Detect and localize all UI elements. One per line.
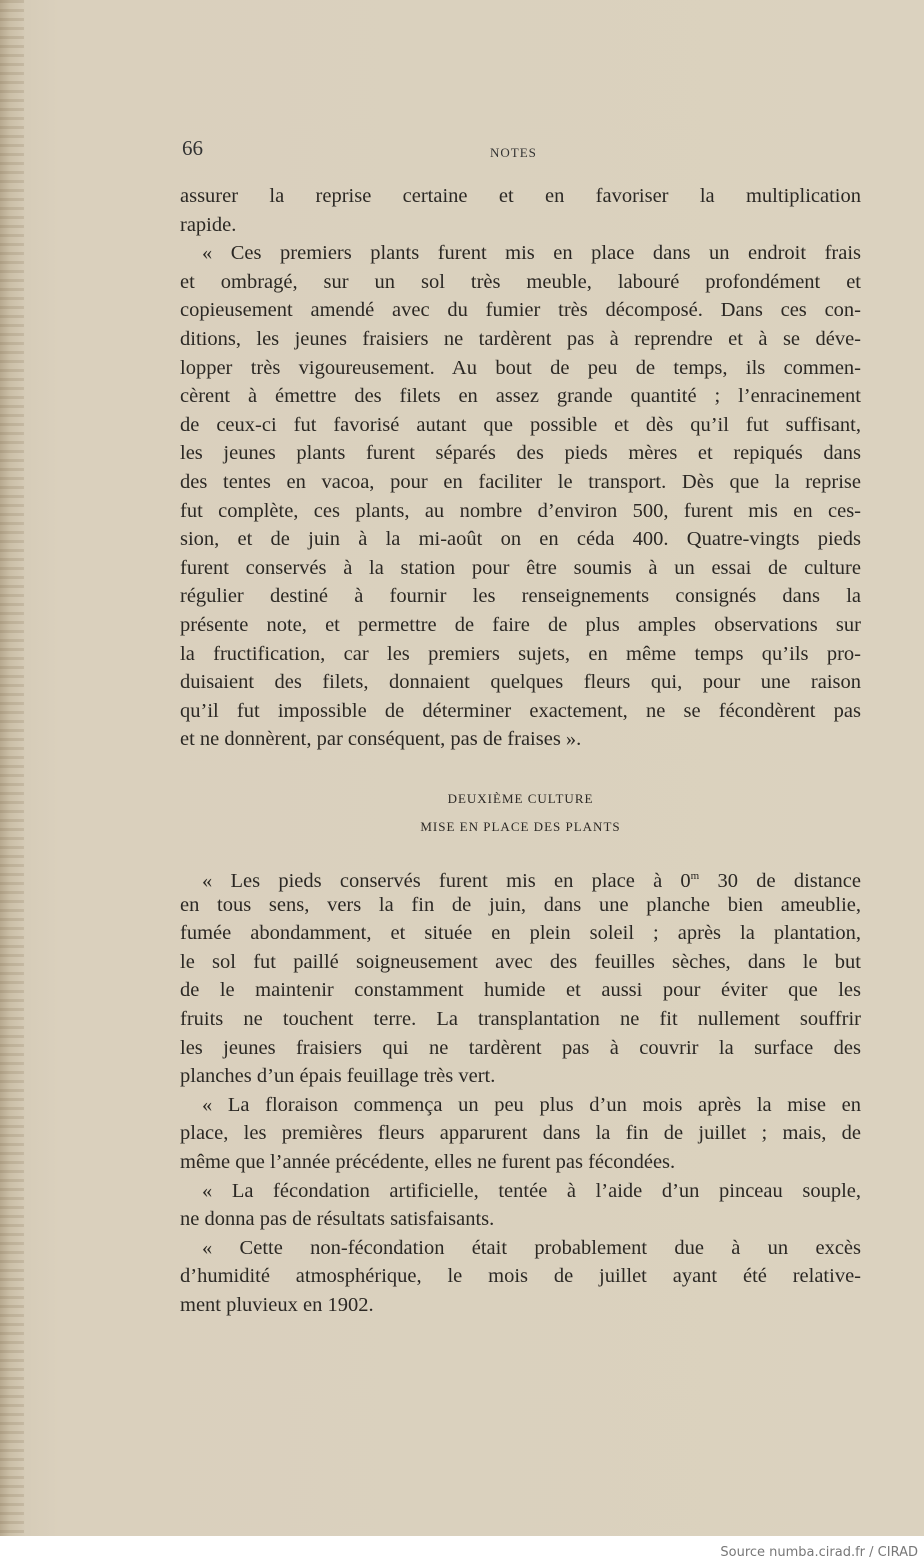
- text-line: régulier destiné à fournir les renseignements consignés dans la: [180, 585, 861, 608]
- text-line: en tous sens, vers la fin de juin, dans une planche bien ameublie,: [180, 893, 861, 916]
- text-line: lopper très vigoureusement. Au bout de peu de temps, ils commen-: [180, 356, 861, 379]
- text-fragment: 30 de distance: [699, 869, 861, 892]
- text-line: copieusement amendé avec du fumier très décomposé. Dans ces con-: [180, 299, 861, 322]
- text-line: cèrent à émettre des filets en assez grande quantité ; l’enracinement: [180, 385, 861, 408]
- text-line: ment pluvieux en 1902.: [180, 1293, 374, 1316]
- text-line: les jeunes plants furent séparés des pieds mères et repiqués dans: [180, 442, 861, 465]
- text-line: fut complète, ces plants, au nombre d’environ 500, furent mis en ces-: [180, 499, 861, 522]
- text-line: « La fécondation artificielle, tentée à l’aide d’un pinceau souple,: [202, 1179, 861, 1202]
- running-head: NOTES: [490, 145, 537, 160]
- text-line: « La floraison commença un peu plus d’un mois après la mise en: [202, 1093, 861, 1116]
- text-line: assurer la reprise certaine et en favoriser la multiplication: [180, 185, 861, 207]
- text-line: fruits ne touchent terre. La transplantation ne fit nullement souffrir: [180, 1007, 861, 1030]
- source-credit: Source numba.cirad.fr / CIRAD: [720, 1545, 918, 1560]
- text-line: le sol fut paillé soigneusement avec des feuilles sèches, dans le but: [180, 950, 861, 973]
- text-line: place, les premières fleurs apparurent dans la fin de juillet ; mais, de: [180, 1122, 861, 1145]
- text-line: duisaient des filets, donnaient quelques fleurs qui, pour une raison: [180, 671, 861, 694]
- paragraph-block-1: [180, 182, 861, 754]
- text-line: fumée abondamment, et située en plein soleil ; après la plantation,: [180, 922, 861, 945]
- text-line: « Ces premiers plants furent mis en place dans un endroit frais: [202, 242, 861, 265]
- text-line: des tentes en vacoa, pour en faciliter le transport. Dès que la reprise: [180, 470, 861, 493]
- section-subheading: MISE EN PLACE DES PLANTS: [420, 819, 621, 834]
- text-line: d’humidité atmosphérique, le mois de juillet ayant été relative-: [180, 1265, 861, 1288]
- text-line: [180, 862, 861, 891]
- text-fragment: « Les pieds conservés furent mis en place à 0: [202, 869, 691, 892]
- text-line: et ombragé, sur un sol très meuble, labouré profondément et: [180, 270, 861, 293]
- text-line: de ceux-ci fut favorisé autant que possible et dès qu’il fut suffisant,: [180, 413, 861, 436]
- superscript: m: [690, 870, 700, 882]
- text-line: les jeunes fraisiers qui ne tardèrent pas à couvrir la surface des: [180, 1036, 861, 1059]
- section-heading: DEUXIÈME CULTURE: [447, 791, 594, 806]
- paragraph-block-2: [180, 862, 861, 1320]
- text-line: ditions, les jeunes fraisiers ne tardèrent pas à reprendre et à se déve-: [180, 327, 861, 350]
- text-line: « Cette non-fécondation était probablement due à un excès: [202, 1236, 861, 1259]
- page-number: 66: [182, 136, 203, 160]
- text-line: sion, et de juin à la mi-août on en céda 400. Quatre-vingts pieds: [180, 528, 861, 551]
- text-line: la fructification, car les premiers sujets, en même temps qu’ils pro-: [180, 642, 861, 665]
- text-line: de le maintenir constamment humide et aussi pour éviter que les: [180, 979, 861, 1002]
- text-line: même que l’année précédente, elles ne furent pas fécondées.: [180, 1150, 676, 1173]
- text-line: et ne donnèrent, par conséquent, pas de fraises ».: [180, 728, 582, 751]
- text-line: ne donna pas de résultats satisfaisants.: [180, 1208, 495, 1231]
- text-line: planches d’un épais feuillage très vert.: [180, 1065, 496, 1088]
- text-line: rapide.: [180, 213, 237, 236]
- text-line: furent conservés à la station pour être soumis à un essai de culture: [180, 556, 861, 579]
- page-spine-edge: [0, 0, 24, 1536]
- text-line: présente note, et permettre de faire de plus amples observations sur: [180, 613, 861, 636]
- text-line: qu’il fut impossible de déterminer exactement, ne se fécondèrent pas: [180, 699, 861, 722]
